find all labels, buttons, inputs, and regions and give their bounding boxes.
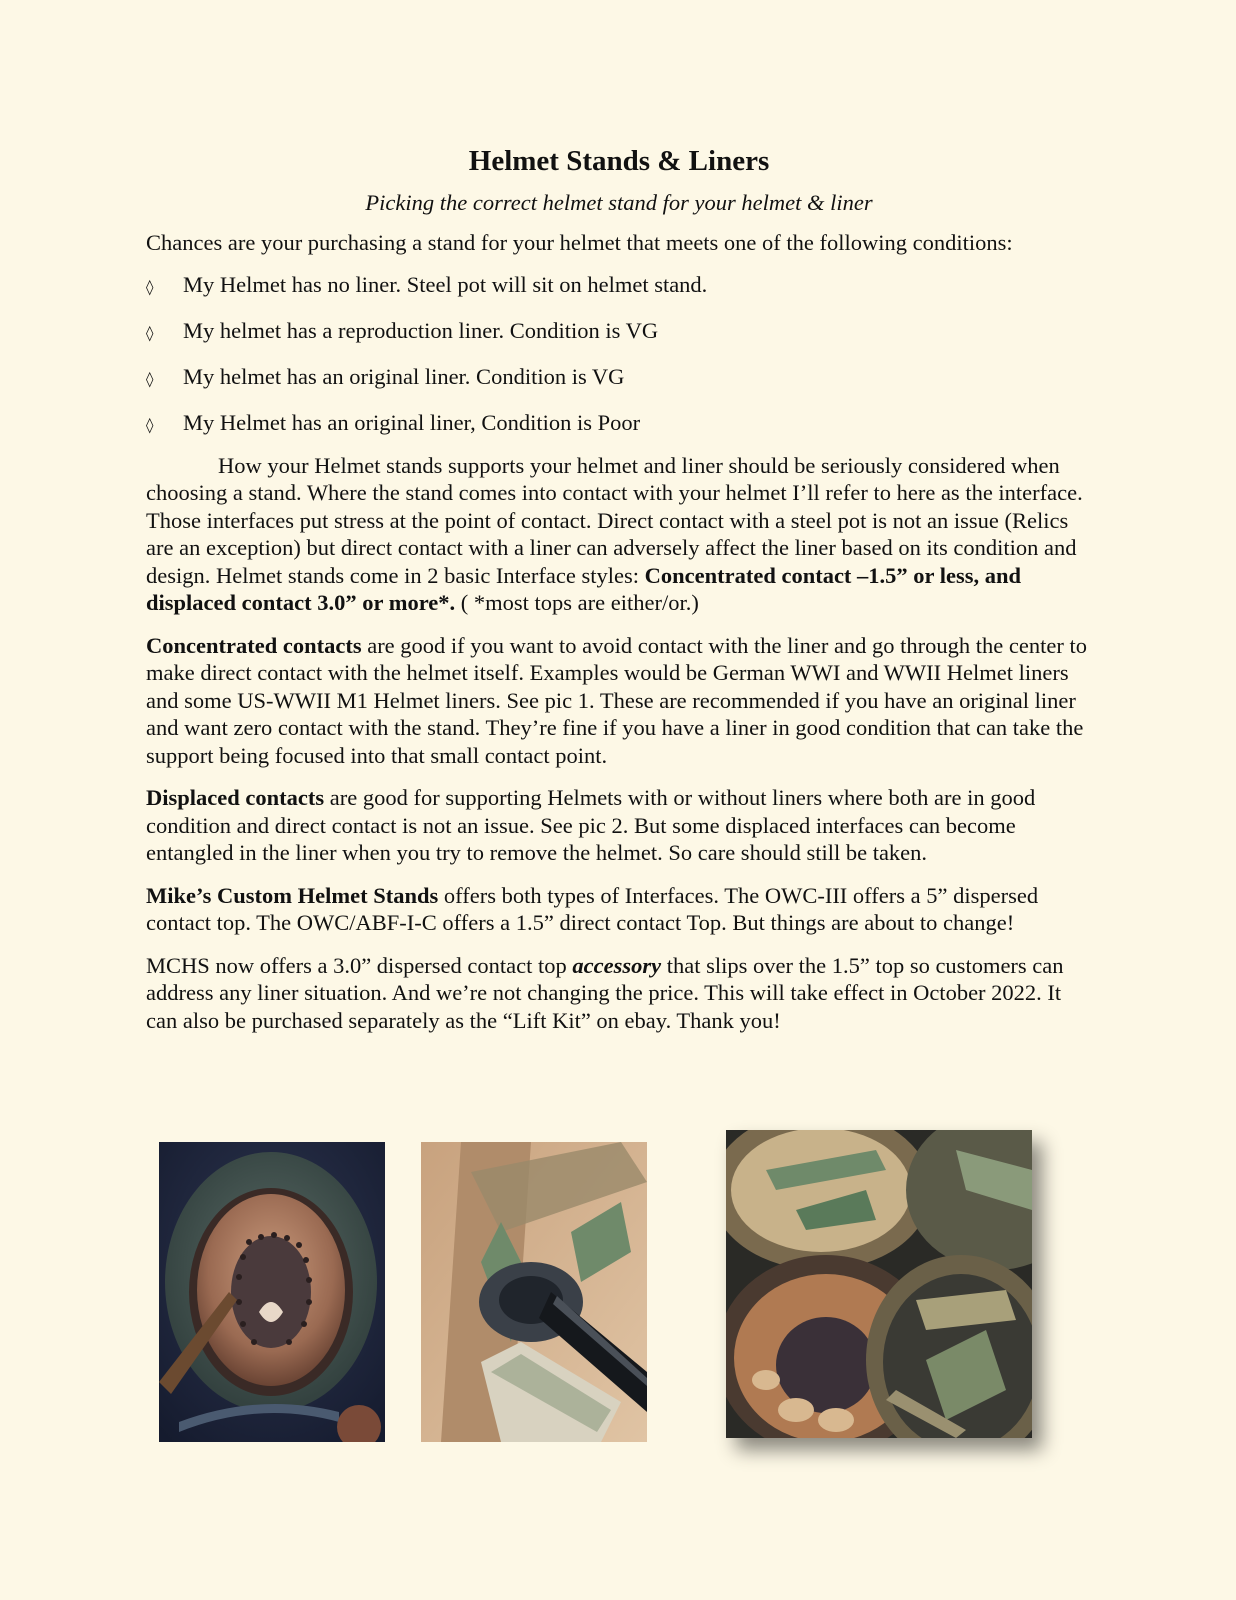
diamond-bullet-icon: ◊	[146, 277, 154, 296]
interface-note: ( *most tops are either/or.)	[455, 590, 699, 615]
accessory-paragraph	[146, 952, 1092, 1035]
accessory-tail: that slips over the 1.5” top so customers can address any liner situation. And we’re not changing the price. This will take effect in October 2022. It can also be purchased separately as the “Lift Kit” on ebay. Thank you!	[146, 952, 1064, 1033]
diamond-bullet-icon: ◊	[146, 369, 154, 388]
condition-item	[146, 409, 1092, 439]
photo-row	[0, 1128, 1236, 1458]
interface-text: How your Helmet stands supports your helmet and liner should be seriously considered when choosing a stand. Where the stand comes into contact with your helmet I’ll refer to here as the interface. Those interfaces put stress at the point of contact. Direct contact with a steel pot is not an issue (Relics are an exception) but direct contact with a liner can adversely affect the liner based on its condition and design. Helmet stands come in 2 basic Interface styles:	[146, 452, 1083, 588]
condition-text: My helmet has a reproduction liner. Condition is VG	[183, 317, 659, 343]
accessory-emphasis: accessory	[572, 952, 662, 978]
displaced-heading: Displaced contacts	[146, 785, 325, 810]
concentrated-heading: Concentrated contacts	[146, 632, 362, 658]
condition-text: My Helmet has no liner. Steel pot will sit on helmet stand.	[183, 271, 708, 297]
condition-item	[146, 363, 1092, 393]
displaced-paragraph	[146, 784, 1092, 867]
concentrated-text: are good if you want to avoid contact with the liner and go through the center to make direct contact with the helmet itself. Examples would be German WWI and WWII Helmet liners and some US-WWII M1 Helmet liners. See pic 1. These are recommended if you have an original liner and want zero contact with the stand. They’re fine if you have a liner in good condition that can take the support being focused into that small contact point.	[146, 632, 1087, 768]
condition-text: My Helmet has an original liner, Condition is Poor	[183, 409, 641, 435]
photo-helmet-collage	[726, 1130, 1032, 1438]
interface-styles-bold: Concentrated contact –1.5” or less, and displaced contact 3.0” or more*.	[146, 562, 1022, 615]
photo-helmet-liner-concentrated	[159, 1142, 385, 1442]
page-title: Helmet Stands & Liners	[468, 145, 770, 177]
conditions-list	[146, 271, 1092, 439]
condition-item	[146, 317, 1092, 347]
diamond-bullet-icon: ◊	[146, 323, 154, 342]
page-subtitle: Picking the correct helmet stand for your helmet & liner	[365, 190, 873, 215]
mchs-paragraph	[146, 882, 1092, 937]
accessory-text: MCHS now offers a 3.0” dispersed contact top	[146, 952, 573, 978]
displaced-text: are good for supporting Helmets with or without liners where both are in good condition and direct contact is not an issue. See pic 2. But some displaced interfaces can become entangled in the liner when you try to remove the helmet. So care should still be taken.	[146, 785, 1036, 865]
mchs-text: offers both types of Interfaces. The OWC-III offers a 5” dispersed contact top. The OWC/ABF-I-C offers a 1.5” direct contact Top. But things are about to change!	[146, 882, 1039, 935]
condition-text: My helmet has an original liner. Condition is VG	[183, 363, 625, 389]
photo-stand-contact-displaced	[421, 1142, 647, 1442]
brand-name: Mike’s Custom Helmet Stands	[146, 882, 439, 908]
intro-text: Chances are your purchasing a stand for your helmet that meets one of the following conditions:	[146, 230, 1013, 255]
diamond-bullet-icon: ◊	[146, 415, 154, 434]
condition-item	[146, 271, 1092, 301]
concentrated-paragraph	[146, 632, 1092, 770]
interface-paragraph	[146, 452, 1092, 617]
document-body	[146, 142, 1092, 1034]
